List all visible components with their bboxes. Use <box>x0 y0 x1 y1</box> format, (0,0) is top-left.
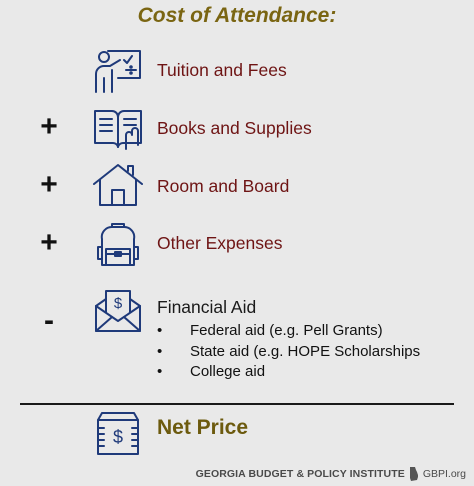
bullet-marker: • <box>157 342 163 360</box>
bullet-marker: • <box>157 363 163 380</box>
teacher-icon <box>92 48 144 94</box>
plus-operator: + <box>40 226 58 259</box>
total-divider <box>20 403 454 405</box>
plus-operator: + <box>40 110 58 143</box>
net-price-label: Net Price <box>157 416 249 439</box>
books-and-supplies-label: Books and Supplies <box>157 118 312 138</box>
website-link[interactable]: GBPI.org <box>422 468 466 480</box>
open-book-icon <box>92 105 144 151</box>
house-icon <box>92 162 144 208</box>
backpack-icon <box>92 221 144 267</box>
organization-name: GEORGIA BUDGET & POLICY INSTITUTE <box>195 468 405 480</box>
minus-operator: - <box>44 304 54 337</box>
federal-aid-item: Federal aid (e.g. Pell Grants) <box>190 322 383 339</box>
other-expenses-label: Other Expenses <box>157 233 283 253</box>
bullet-marker: • <box>157 322 163 339</box>
svg-text:$: $ <box>113 295 123 312</box>
list-item <box>157 343 420 364</box>
money-envelope-icon <box>92 288 144 334</box>
financial-aid-list <box>157 322 420 384</box>
plus-operator: + <box>40 168 58 201</box>
tuition-and-fees-label: Tuition and Fees <box>157 60 287 80</box>
georgia-state-icon <box>409 467 419 481</box>
room-and-board-label: Room and Board <box>157 176 290 196</box>
list-item <box>157 322 420 343</box>
college-aid-item: College aid <box>190 363 266 380</box>
footer <box>196 467 466 481</box>
list-item <box>157 363 420 384</box>
diagram-title: Cost of Attendance: <box>137 4 337 27</box>
svg-text:$: $ <box>112 427 124 447</box>
cash-register-icon <box>92 410 144 456</box>
state-aid-item: State aid (e.g. HOPE Scholarships <box>190 342 421 360</box>
financial-aid-label: Financial Aid <box>157 297 257 317</box>
